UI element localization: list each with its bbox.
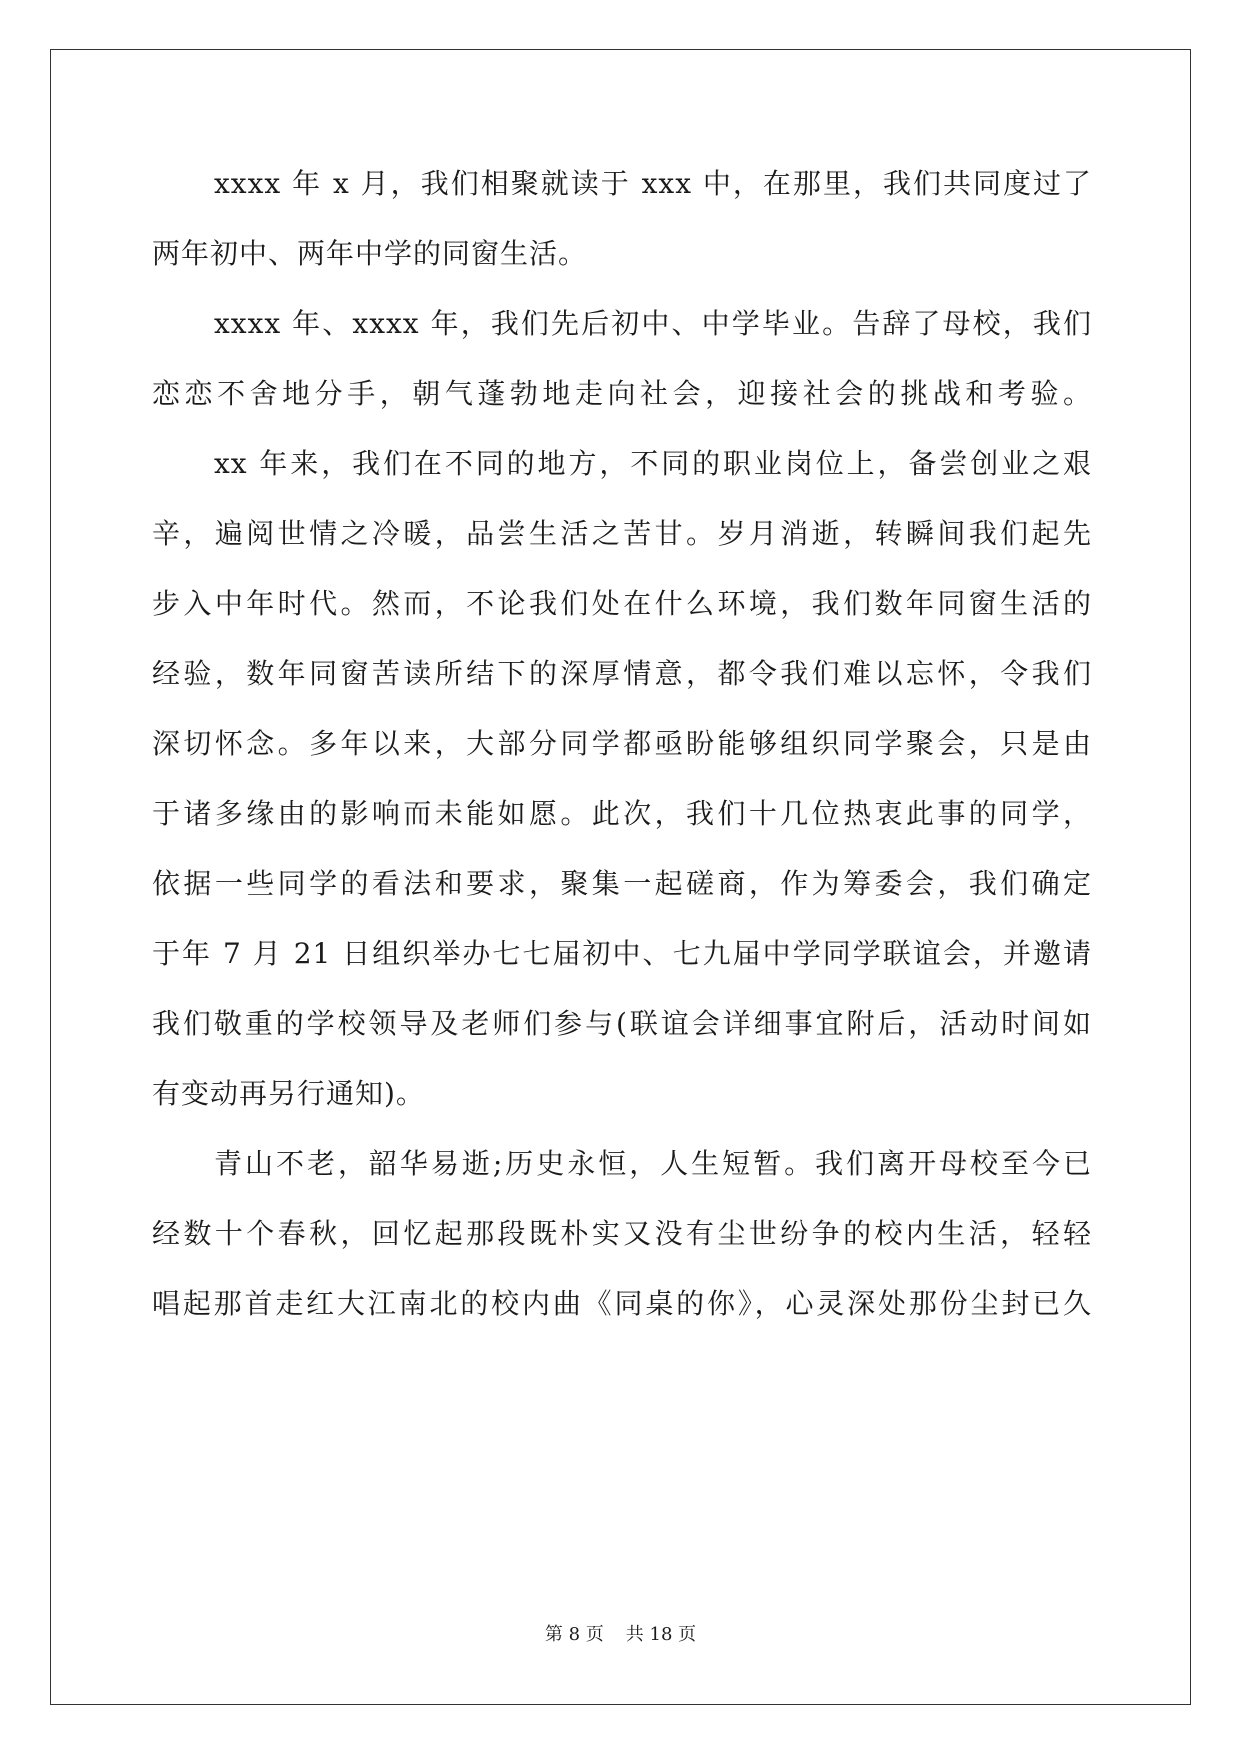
paragraph-2-line-2: 恋恋不舍地分手，朝气蓬勃地走向社会，迎接社会的挑战和考验。 bbox=[152, 377, 1092, 410]
page-number: 第 8 页 bbox=[544, 1624, 604, 1645]
paragraph-3-line-3: 步入中年时代。然而，不论我们处在什么环境，我们数年同窗生活的 bbox=[152, 587, 1092, 620]
paragraph-3-line-9: 我们敬重的学校领导及老师们参与(联谊会详细事宜附后，活动时间如 bbox=[152, 1007, 1092, 1040]
paragraph-4-line-2: 经数十个春秋，回忆起那段既朴实又没有尘世纷争的校内生活，轻轻 bbox=[152, 1217, 1092, 1250]
paragraph-4-line-1: 青山不老，韶华易逝;历史永恒，人生短暂。我们离开母校至今已 bbox=[214, 1147, 1092, 1180]
page-footer bbox=[0, 1623, 1241, 1647]
paragraph-1-line-1: xxxx 年 x 月，我们相聚就读于 xxx 中，在那里，我们共同度过了 bbox=[214, 167, 1092, 200]
paragraph-3-line-7: 依据一些同学的看法和要求，聚集一起磋商，作为筹委会，我们确定 bbox=[152, 867, 1092, 900]
paragraph-2-line-1: xxxx 年、xxxx 年，我们先后初中、中学毕业。告辞了母校，我们 bbox=[214, 307, 1092, 340]
paragraph-1-line-2: 两年初中、两年中学的同窗生活。 bbox=[152, 237, 588, 270]
page-total: 共 18 页 bbox=[625, 1624, 697, 1645]
paragraph-3-line-8: 于年 7 月 21 日组织举办七七届初中、七九届中学同学联谊会，并邀请 bbox=[152, 937, 1092, 970]
paragraph-3-line-1: xx 年来，我们在不同的地方，不同的职业岗位上，备尝创业之艰 bbox=[214, 447, 1092, 480]
paragraph-3-line-10: 有变动再另行通知)。 bbox=[152, 1077, 425, 1110]
paragraph-3-line-4: 经验，数年同窗苦读所结下的深厚情意，都令我们难以忘怀，令我们 bbox=[152, 657, 1092, 690]
paragraph-4-line-3: 唱起那首走红大江南北的校内曲《同桌的你》，心灵深处那份尘封已久 bbox=[152, 1287, 1092, 1320]
paragraph-3-line-5: 深切怀念。多年以来，大部分同学都亟盼能够组织同学聚会，只是由 bbox=[152, 727, 1092, 760]
paragraph-3-line-6: 于诸多缘由的影响而未能如愿。此次，我们十几位热衷此事的同学， bbox=[152, 797, 1092, 830]
paragraph-3-line-2: 辛，遍阅世情之冷暖，品尝生活之苦甘。岁月消逝，转瞬间我们起先 bbox=[152, 517, 1092, 550]
